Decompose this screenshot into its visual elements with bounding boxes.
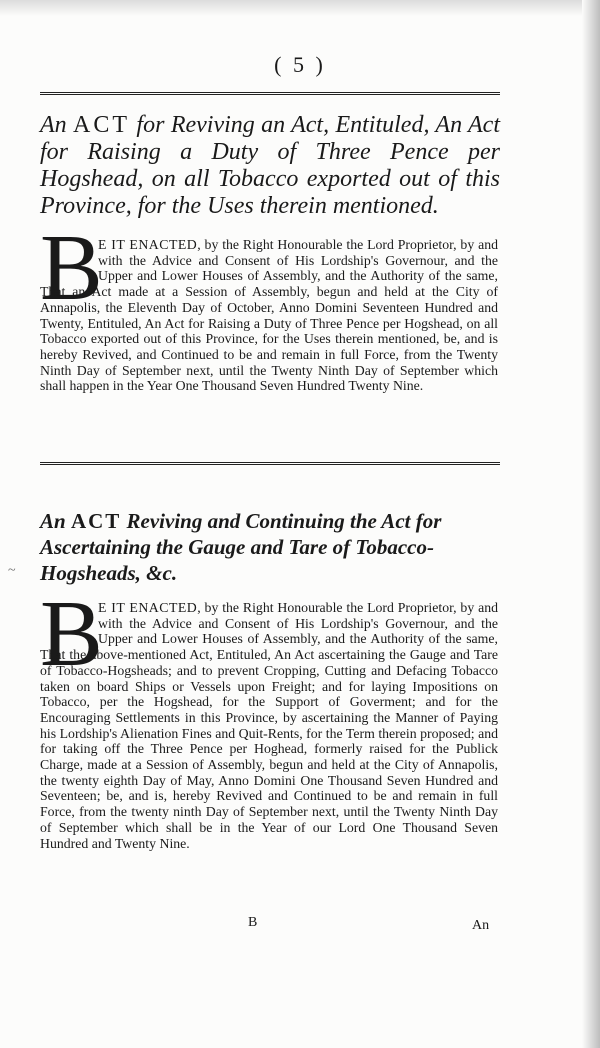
act1-title-rest: for Reviving an Act, Entituled, An Act for Raising a Duty of Three Pence per Hogshead, on all Tobacco exported out of this Province, for the Uses therein mentioned. xyxy=(40,112,500,219)
act2-body-text: , by the Right Honourable the Lord Proprietor, by and with the Advice and Consent of His Lordship's Governour, and the Upper and Lower Houses of Assembly, and the Authority of the same, That the above-mentioned Act, Entituled, An Act ascertaining the Gauge and Tare of Tobacco-Hogsheads; and to prevent Cropping, Cutting and Defacing Tobacco taken on board Ships or Vessels upon Freight; and for laying Impositions on Tobacco, per the Hogshead, for the Support of Goverment; and for the Encouraging Settlements in this Province, by ascertaining the Manner of Paying his Lordship's Alienation Fines and Quit-Rents, for the Term therein proposed; and for taking off the Three Pence per Hoghead, formerly raised for the Publick Charge, made at a Session of Assembly, begun and held at the City of Annapolis, the twenty eighth Day of May, Anno Domini One Thousand Seven Hundred and Seventeen; be, and is, hereby Revived and Continued to be and remain in full Force, from the twenty ninth Day of September next, until the Twenty Ninth Day of September which shall be in the Year of our Lord One Thousand Seven Hundred and Twenty Nine. xyxy=(40,600,498,851)
act2-first-words: E IT ENACTED xyxy=(98,600,198,615)
margin-speck: ~ xyxy=(8,563,16,578)
act2-dropcap: B xyxy=(40,582,103,686)
act2-body-head xyxy=(40,600,498,851)
act1-body-head xyxy=(40,237,498,394)
act1-dropcap: B xyxy=(40,216,103,320)
act1-title-lead: An xyxy=(40,112,74,138)
act2-title-act: ACT xyxy=(70,509,122,533)
page-edge-top xyxy=(0,0,600,16)
signature-mark: B xyxy=(248,915,258,930)
page-number: ( 5 ) xyxy=(274,52,326,77)
middle-rule xyxy=(40,462,500,465)
catchword: An xyxy=(472,918,490,933)
act1-title xyxy=(40,112,500,220)
act2-title-rest: Reviving and Continuing the Act for Ascertaining the Gauge and Tare of Tobacco-Hogsheads, &c. xyxy=(40,509,442,585)
page-edge-right xyxy=(582,0,600,1048)
act2-title xyxy=(40,508,500,586)
act1-first-words: E IT ENACTED xyxy=(98,237,198,252)
act1-body-text: , by the Right Honourable the Lord Proprietor, by and with the Advice and Consent of His Lordship's Governour, and the Upper and Lower Houses of Assembly, and the Authority of the same, That an Act made at a Session of Assembly, begun and held at the City of Annapolis, the Eleventh Day of October, Anno Domini Seventeen Hundred and Twenty, Entituled, An Act for Raising a Duty of Three Pence per Hogshead, on all Tobacco exported out of this Province, for the Uses therein mentioned, be, and is hereby Revived, and Continued to be and remain in full Force, from the Twenty Ninth Day of September next, until the Twenty Ninth Day of September which shall happen in the Year One Thousand Seven Hundred Twenty Nine. xyxy=(40,237,498,394)
act1-title-act: ACT xyxy=(73,112,131,138)
act2-title-lead: An xyxy=(40,509,71,533)
top-rule xyxy=(40,92,500,95)
